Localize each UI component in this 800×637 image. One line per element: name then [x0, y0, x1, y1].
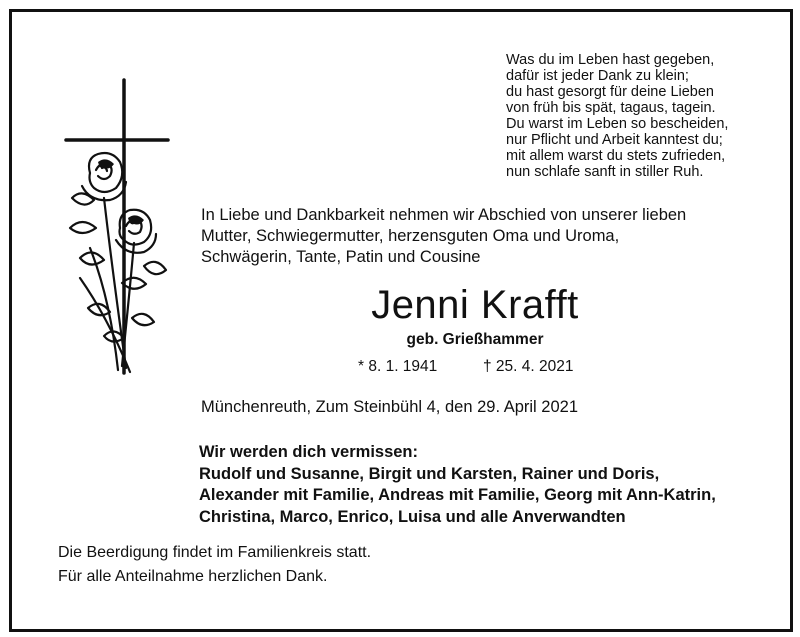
- mourners-line: Rudolf und Susanne, Birgit und Karsten, Rainer und Doris,: [199, 464, 660, 483]
- poem-line: dafür ist jeder Dank zu klein;: [506, 68, 689, 84]
- intro-line: Mutter, Schwiegermutter, herzensguten Oma und Uroma,: [201, 227, 620, 245]
- poem-line: Was du im Leben hast gegeben,: [506, 52, 715, 68]
- intro-text: [201, 205, 761, 268]
- mourners-list: [199, 442, 716, 528]
- poem-line: Du warst im Leben so bescheiden,: [506, 116, 729, 132]
- intro-line: Schwägerin, Tante, Patin und Cousine: [201, 248, 481, 266]
- poem-line: von früh bis spät, tagaus, tagein.: [506, 100, 716, 116]
- poem: [506, 52, 766, 180]
- birth-date: * 8. 1. 1941: [358, 358, 438, 375]
- deceased-name: Jenni Krafft: [371, 283, 579, 327]
- mourners-line: Christina, Marco, Enrico, Luisa und alle Anverwandten: [199, 507, 626, 526]
- mourners-line: Alexander mit Familie, Andreas mit Familie, Georg mit Ann-Katrin,: [199, 486, 716, 504]
- intro-line: In Liebe und Dankbarkeit nehmen wir Abschied von unserer lieben: [201, 206, 687, 224]
- funeral-note: Die Beerdigung findet im Familienkreis statt.: [58, 544, 372, 561]
- poem-line: mit allem warst du stets zufrieden,: [506, 148, 726, 164]
- footer-text: [58, 541, 371, 589]
- mourners-line: Wir werden dich vermissen:: [199, 443, 419, 461]
- maiden-name: geb. Grießhammer: [406, 331, 544, 348]
- poem-line: nur Pflicht und Arbeit kanntest du;: [506, 132, 723, 148]
- poem-line: nun schlafe sanft in stiller Ruh.: [506, 164, 704, 180]
- poem-line: du hast gesorgt für deine Lieben: [506, 84, 714, 100]
- cross-with-roses-icon: [60, 78, 172, 378]
- thanks-note: Für alle Anteilnahme herzlichen Dank.: [58, 568, 328, 585]
- place-and-date: Münchenreuth, Zum Steinbühl 4, den 29. April 2021: [201, 398, 578, 416]
- death-date: † 25. 4. 2021: [483, 358, 574, 375]
